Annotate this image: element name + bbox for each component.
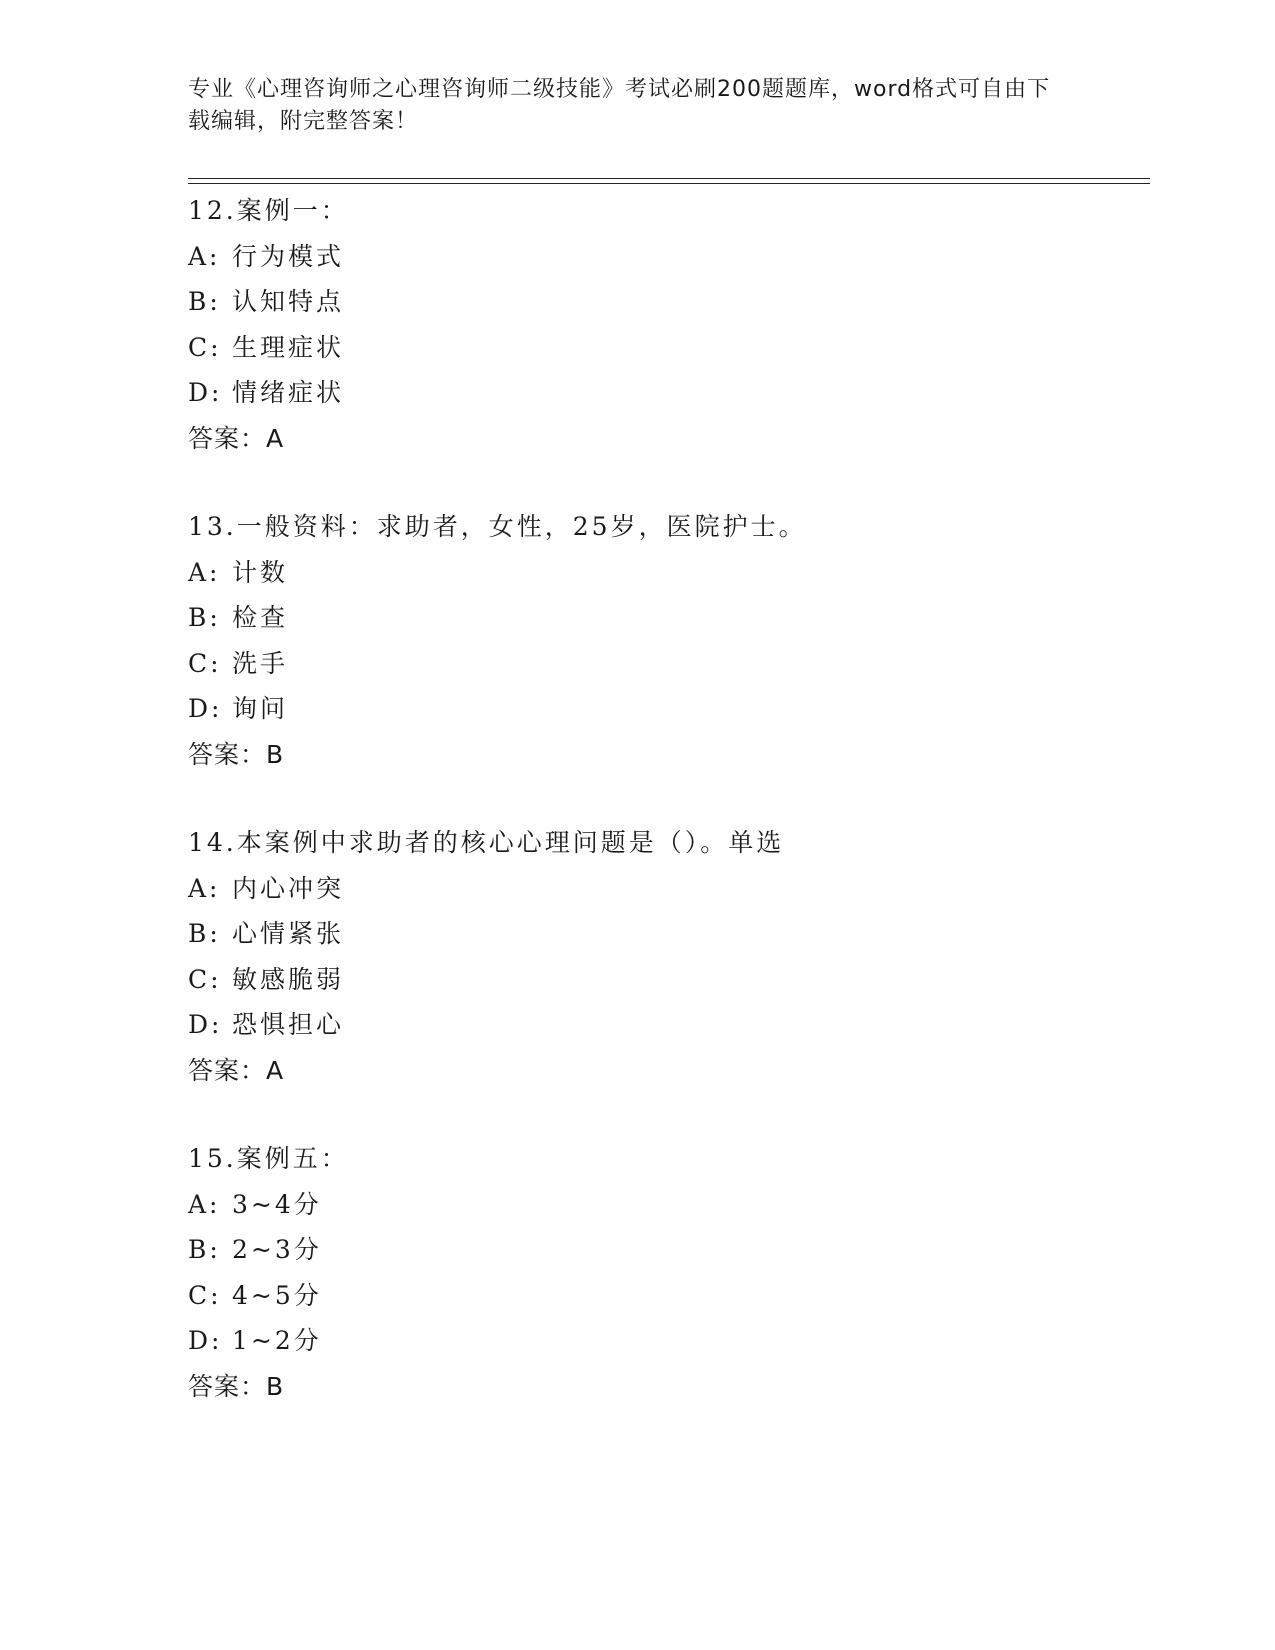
- option-c: [188, 641, 807, 687]
- option-letter: C:: [188, 1280, 222, 1310]
- option-b: [188, 595, 807, 641]
- option-text: 2~3分: [232, 1235, 322, 1264]
- option-letter: A:: [188, 241, 221, 271]
- option-text: 认知特点: [232, 287, 345, 316]
- document-header: 专业《心理咨询师之心理咨询师二级技能》考试必刷200题题库，word格式可自由下载编辑，附完整答案！: [188, 77, 1051, 134]
- option-letter: D:: [188, 1326, 223, 1355]
- question-stem: 12.案例一：: [188, 196, 349, 225]
- question-13: [188, 504, 807, 777]
- option-text: 内心冲突: [232, 873, 345, 903]
- option-c: [188, 325, 349, 371]
- option-text: 恐惧担心: [232, 1010, 345, 1039]
- option-a: [188, 550, 807, 596]
- option-text: 4~5分: [232, 1280, 322, 1310]
- answer-line: 答案：A: [188, 423, 285, 453]
- option-letter: A:: [188, 1189, 221, 1219]
- option-letter: B:: [188, 1235, 221, 1264]
- option-b: [188, 911, 784, 957]
- option-letter: C:: [188, 332, 222, 362]
- option-c: [188, 957, 784, 1003]
- option-d: [188, 370, 349, 416]
- option-text: 情绪症状: [232, 378, 345, 407]
- option-b: [188, 279, 349, 325]
- question-stem: 13.一般资料：求助者，女性，25岁，医院护士。: [188, 512, 807, 541]
- question-12: [188, 188, 349, 461]
- question-stem: 15.案例五：: [188, 1144, 349, 1173]
- option-b: [188, 1227, 349, 1273]
- option-letter: B:: [188, 919, 221, 948]
- option-a: [188, 866, 784, 912]
- question-15: [188, 1136, 349, 1409]
- question-stem: 14.本案例中求助者的核心心理问题是（）。单选: [188, 828, 785, 857]
- option-text: 心情紧张: [232, 919, 345, 948]
- answer-line: 答案：B: [188, 1371, 285, 1401]
- option-letter: A:: [188, 557, 221, 587]
- option-text: 敏感脆弱: [232, 964, 345, 994]
- option-letter: D:: [188, 694, 223, 723]
- option-d: [188, 686, 807, 732]
- option-letter: C:: [188, 648, 222, 678]
- option-c: [188, 1273, 349, 1319]
- option-d: [188, 1002, 784, 1048]
- option-text: 3~4分: [232, 1189, 322, 1219]
- option-letter: B:: [188, 603, 221, 632]
- header-divider-top: [188, 178, 1150, 179]
- option-letter: B:: [188, 287, 221, 316]
- option-text: 检查: [232, 603, 289, 632]
- option-a: [188, 234, 349, 280]
- option-text: 生理症状: [232, 332, 345, 362]
- answer-line: 答案：B: [188, 739, 285, 769]
- question-14: [188, 820, 784, 1093]
- option-text: 行为模式: [232, 241, 345, 271]
- option-letter: D:: [188, 378, 223, 407]
- option-text: 计数: [232, 557, 289, 587]
- answer-line: 答案：A: [188, 1055, 285, 1085]
- header-divider-bottom: [188, 183, 1150, 184]
- option-a: [188, 1182, 349, 1228]
- option-d: [188, 1318, 349, 1364]
- option-text: 询问: [232, 694, 289, 723]
- option-text: 1~2分: [232, 1326, 322, 1355]
- option-letter: A:: [188, 873, 221, 903]
- option-letter: D:: [188, 1010, 223, 1039]
- option-text: 洗手: [232, 648, 289, 678]
- option-letter: C:: [188, 964, 222, 994]
